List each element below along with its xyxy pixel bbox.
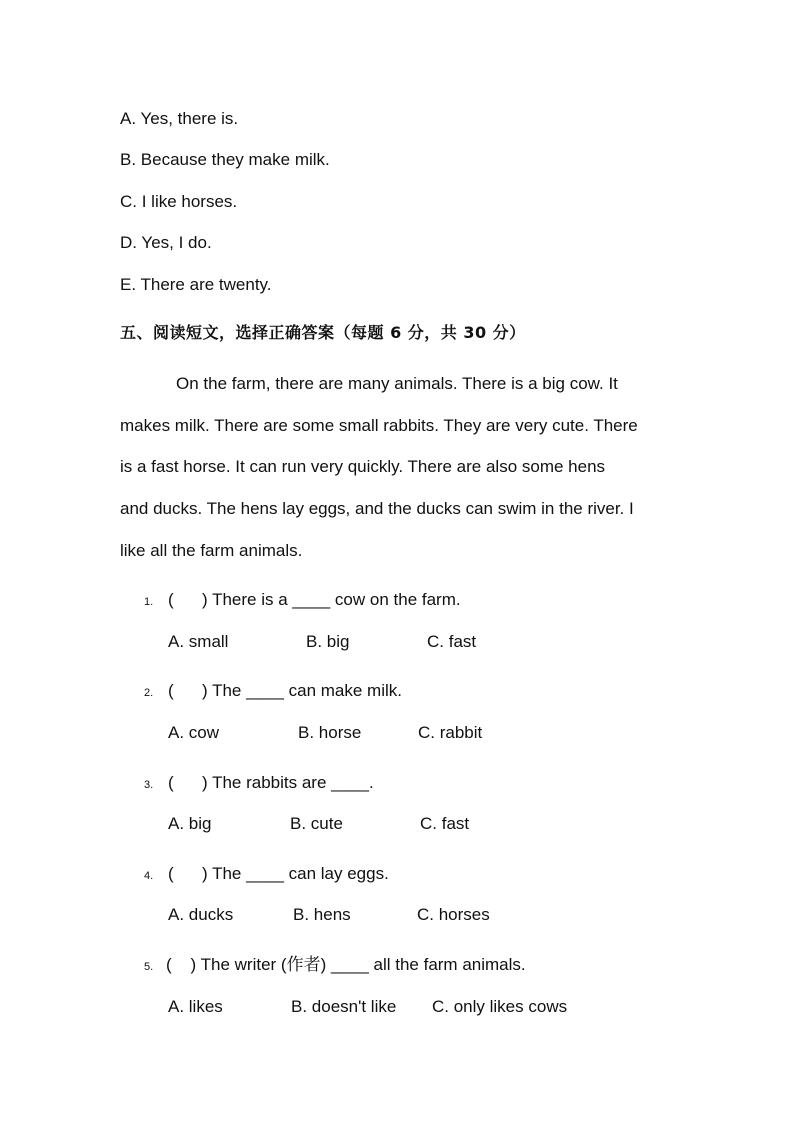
choice-b: B. cute [290, 814, 343, 833]
answer-option-c: C. I like horses. [120, 192, 238, 211]
passage-line: and ducks. The hens lay eggs, and the ducks can swim in the river. I [120, 499, 634, 518]
question-number: 3. [144, 779, 154, 791]
question-number: 4. [144, 870, 154, 882]
question-text: ( ) The ____ can make milk. [168, 681, 402, 700]
choice-a: A. likes [168, 997, 223, 1016]
question-number: 5. [144, 961, 154, 973]
passage-line: On the farm, there are many animals. There is a big cow. It [176, 374, 618, 393]
question-number: 1. [144, 596, 154, 608]
choice-a: A. small [168, 632, 229, 651]
answer-option-a: A. Yes, there is. [120, 109, 239, 128]
choice-b: B. doesn't like [291, 997, 397, 1016]
choice-c: C. rabbit [418, 723, 483, 742]
passage-line: like all the farm animals. [120, 541, 303, 560]
passage-line: makes milk. There are some small rabbits. They are very cute. There [120, 416, 638, 435]
choice-a: A. big [168, 814, 212, 833]
choice-b: B. hens [293, 905, 351, 924]
choice-a: A. cow [168, 723, 220, 742]
choice-c: C. fast [427, 632, 477, 651]
choice-b: B. horse [298, 723, 362, 742]
question-text: ( ) The rabbits are ____. [168, 773, 374, 792]
question-text: ( ) The ____ can lay eggs. [168, 864, 389, 883]
question-text: ( ) There is a ____ cow on the farm. [168, 590, 461, 609]
choice-c: C. only likes cows [432, 997, 568, 1016]
choice-a: A. ducks [168, 905, 234, 924]
choice-c: C. fast [420, 814, 470, 833]
choice-c: C. horses [417, 905, 490, 924]
answer-option-e: E. There are twenty. [120, 275, 272, 294]
question-text: ( ) The writer (作者) ____ all the farm animals. [166, 955, 526, 974]
question-number: 2. [144, 687, 154, 699]
passage-line: is a fast horse. It can run very quickly. There are also some hens [120, 457, 606, 476]
choice-b: B. big [306, 632, 350, 651]
answer-option-b: B. Because they make milk. [120, 150, 330, 169]
section-heading: 五、阅读短文，选择正确答案（每题 6 分，共 30 分） [120, 323, 526, 342]
answer-option-d: D. Yes, I do. [120, 233, 212, 252]
